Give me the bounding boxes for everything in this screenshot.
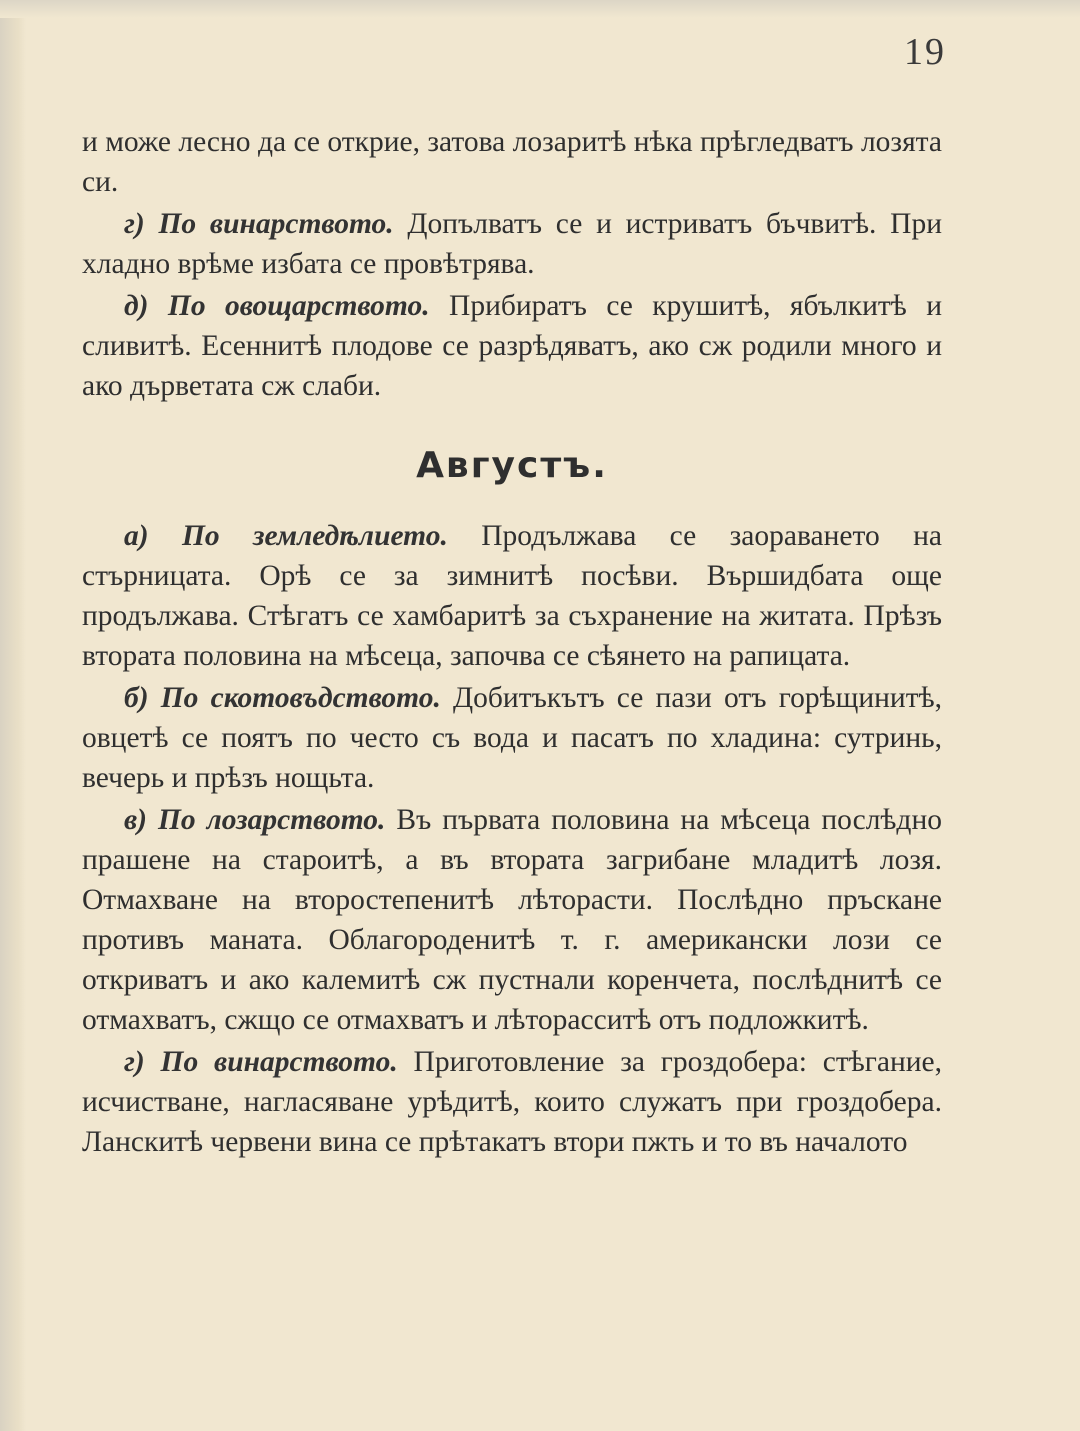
- paragraph-agriculture: [82, 516, 942, 676]
- paragraph-text: и може лесно да се открие, затова лозаритѣ нѣка прѣгледватъ лозята си.: [82, 126, 942, 198]
- paragraph-winemaking-july: [82, 204, 942, 284]
- page-binding-edge: [0, 0, 26, 1431]
- paragraph-lead: б) По скотовъдството.: [124, 682, 441, 714]
- paragraph-lead: в) По лозарството.: [124, 804, 386, 836]
- paragraph-text: Въ първата половина на мѣсеца послѣдно прашене на староитѣ, а въ втората загрибане младитѣ лозя. Отмахване на второстепенитѣ лѣторасти. Послѣдно пръскане противъ маната. Облагороденитѣ т. г. американски лози се откриватъ и ако калемитѣ сж пустнали коренчета, послѣднитѣ се отмахватъ, сжщо се отмахватъ и лѣторасситѣ отъ подложкитѣ.: [82, 804, 942, 1036]
- paragraph-winemaking-august: [82, 1042, 942, 1162]
- paragraph-livestock: [82, 678, 942, 798]
- paragraph-text: Допълватъ се и истриватъ бъчвитѣ. При хладно врѣме избата се провѣтрява.: [82, 208, 942, 280]
- paragraph-lead: а) По земледѣлието.: [124, 520, 448, 552]
- paragraph-text: Приготовление за гроздобера: стѣгание, исчистване, нагласяване урѣдитѣ, които служатъ при гроздобера. Ланскитѣ червени вина се прѣтакатъ втори пжть и то въ началото: [82, 1046, 943, 1158]
- paragraph-fruit-growing: [82, 286, 942, 406]
- paragraph-viticulture: [82, 800, 942, 1040]
- paragraph-continuation: [82, 122, 942, 202]
- paragraph-lead: г) По винарството.: [124, 1046, 398, 1078]
- paragraph-lead: д) По овощарството.: [124, 290, 430, 322]
- paragraph-text: Прибиратъ се крушитѣ, ябълкитѣ и сливитѣ. Есеннитѣ плодове се разрѣдяватъ, ако сж родили много и ако дърветата сж слаби.: [82, 290, 942, 402]
- paragraph-lead: г) По винарството.: [124, 208, 394, 240]
- paragraph-text: Добитъкътъ се пази отъ горѣщинитѣ, овцетѣ се поятъ по често съ вода и пасатъ по хладина: сутринь, вечерь и прѣзъ нощьта.: [82, 682, 942, 794]
- paragraph-text: Продължава се заораването на стърницата. Орѣ се за зимнитѣ посѣви. Вършидбата още продължава. Стѣгатъ се хамбаритѣ за съхранение на житата. Прѣзъ втората половина на мѣсеца, започва се сѣянето на рапицата.: [82, 520, 942, 672]
- page-top-edge: [0, 0, 1080, 18]
- page-body: [82, 122, 942, 1164]
- page-number: 19: [904, 31, 946, 73]
- section-heading-august: Августъ.: [416, 445, 608, 486]
